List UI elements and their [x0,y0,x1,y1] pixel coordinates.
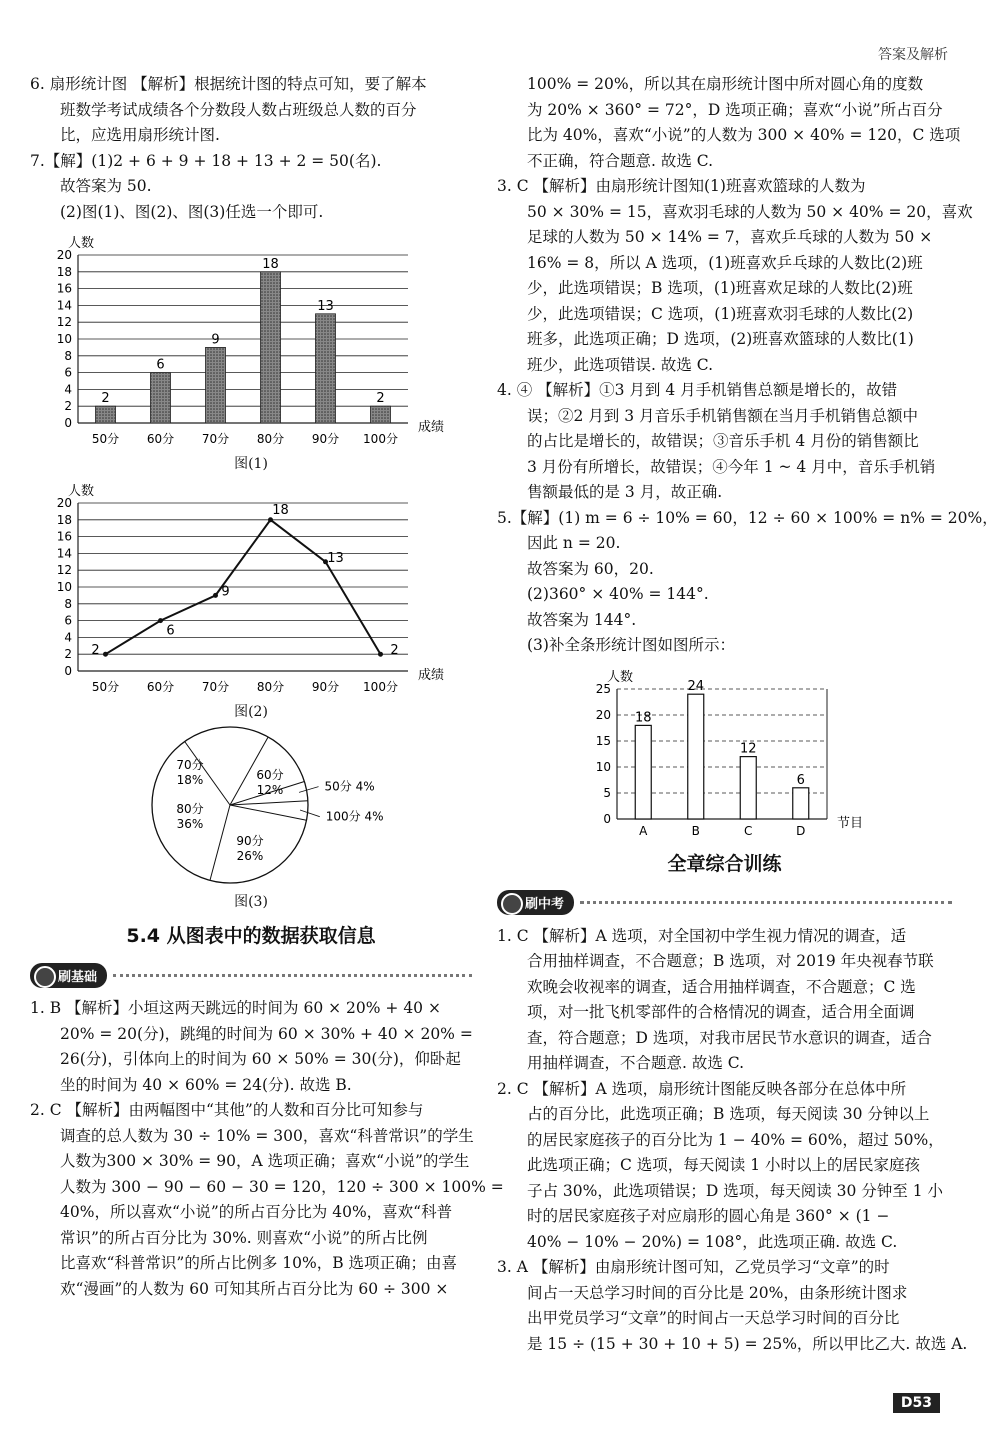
y-tick-label: 0 [64,664,72,678]
bar [96,406,116,423]
slice-label: 80分 [176,802,204,816]
x-tick-label: 90分 [311,432,340,446]
banner-basic [30,958,472,992]
question-7 [30,149,472,226]
data-label: 12 [739,741,757,757]
bar [793,787,809,818]
text-line: 7.【解】(1)2 + 6 + 9 + 18 + 13 + 2 = 50(名). [30,151,382,170]
y-tick-label: 2 [64,399,72,414]
data-label: 2 [390,643,399,659]
text-line: 用抽样调查，不合题意. 故选 C. [527,1054,745,1072]
bar [740,756,756,818]
x-tick-label: A [639,823,648,838]
data-label: 2 [376,391,385,407]
banner-label: 刷中考 [497,890,574,915]
line-chart-fig2 [30,473,472,701]
basic-question-2 [30,1098,504,1302]
text-line: 项，对一批飞机零部件的合格情况的调查，适合用全面调 [527,1003,915,1021]
text-line: 时的居民家庭孩子对应扇形的圆心角是 360° × (1 − [527,1207,890,1225]
text-line: 6. 扇形统计图 【解析】根据统计图的特点可知，要了解本 [30,75,427,93]
data-label: 13 [317,298,334,314]
question-6 [30,72,472,149]
page-header: 答案及解析 [878,47,948,63]
page-number: D53 [893,1393,940,1413]
data-point [213,593,218,598]
x-axis-label: 成绩 [418,420,445,435]
exam-question-2 [497,1077,952,1256]
slice-percent: 26% [236,849,264,863]
bar [688,694,704,819]
y-tick-label: 4 [64,630,72,645]
text-line: 2. C 【解析】由两幅图中“其他”的人数和百分比可知参与 [30,1101,424,1119]
y-tick-label: 14 [56,298,72,313]
exam-question-3 [497,1255,968,1357]
text-line: 调查的总人数为 30 ÷ 10% = 300，喜欢“科普常识”的学生 [60,1126,474,1145]
y-tick-label: 8 [64,348,72,363]
spacer [827,689,851,819]
y-tick-label: 16 [56,281,72,296]
text-line: 因此 n = 20. [527,534,621,552]
text-line: 3 月份有所增长，故错误；④今年 1 ~ 4 月中，音乐手机销 [527,457,936,476]
x-tick-label: C [744,823,753,838]
text-line: 3. A 【解析】由扇形统计图可知，乙党员学习“文章”的时 [497,1258,890,1276]
text-line: 是 15 ÷ (15 + 30 + 10 + 5) = 25%，所以甲比乙大. 故选 A. [527,1334,968,1353]
data-label: 9 [211,332,220,348]
y-tick-label: 0 [64,416,72,430]
text-line: 班少，此选项错误. 故选 C. [527,355,714,374]
y-tick-label: 18 [56,264,72,279]
text-line: 3. C 【解析】由扇形统计图知(1)班喜欢篮球的人数为 [497,177,866,195]
y-tick-label: 12 [56,315,72,330]
data-label: 24 [687,678,705,694]
x-tick-label: 60分 [146,680,175,694]
slice-label: 60分 [256,768,284,782]
y-tick-label: 12 [56,563,72,578]
bar [316,314,336,423]
y-tick-label: 5 [603,785,611,800]
text-line: 欢“漫画”的人数为 60 可知其所占百分比为 60 ÷ 300 × [60,1279,449,1298]
data-label: 6 [156,357,165,373]
y-tick-label: 2 [64,647,72,662]
text-line: 1. C 【解析】A 选项，对全国初中学生视力情况的调查，适 [497,926,907,945]
text-line: (3)补全条形统计图如图所示： [527,636,735,654]
data-label: 2 [91,643,100,659]
text-line: 20% = 20(分)，跳绳的时间为 60 × 30% + 40 × 20% = [60,1024,473,1043]
bar [206,347,226,423]
slice-label: 100分 4% [325,809,384,824]
text-line: 4. ④ 【解析】①3 月到 4 月手机销售总额是增长的，故错 [497,381,898,399]
data-label: 9 [221,584,230,600]
data-point [158,618,163,623]
y-tick-label: 10 [56,332,72,346]
text-line: 比喜欢“科普常识”的所占比例多 10%，B 选项正确；由喜 [60,1254,458,1272]
text-line: 的居民家庭孩子的百分比为 1 − 40% = 60%，超过 50%， [527,1130,944,1149]
text-line: 50 × 30% = 15，喜欢羽毛球的人数为 50 × 40% = 20，喜欢 [527,202,973,221]
y-axis-label: 人数 [68,236,95,251]
text-line: 间占一天总学习时间的百分比是 20%，由条形统计图求 [527,1283,908,1302]
text-line: 故答案为 144°. [527,610,637,629]
slice-percent: 36% [176,817,204,831]
text-line: 占的百分比，此选项正确；B 选项，每天阅读 30 分钟以上 [527,1105,930,1123]
data-label: 18 [272,502,289,518]
y-tick-label: 16 [56,529,72,544]
data-point [268,517,273,522]
slice-label: 50分 4% [324,779,375,794]
y-tick-label: 4 [64,382,72,397]
text-line: 少，此选项错误；C 选项，(1)班喜欢羽毛球的人数比(2) [527,304,914,323]
text-line: 常识”的所占百分比为 30%. 则喜欢“小说”的所占比例 [60,1228,428,1247]
text-line: 欢晚会收视率的调查，适合用抽样调查，不合题意；C 选 [527,977,916,996]
text-line: 1. B 【解析】小垣这两天跳远的时间为 60 × 20% + 40 × [30,999,441,1017]
text-line: 班多，此选项正确；D 选项，(2)班喜欢篮球的人数比(1) [527,330,914,348]
data-label: 18 [262,256,279,272]
dotted-divider [113,974,472,977]
bar [371,406,391,423]
x-tick-label: 80分 [256,432,285,446]
x-tick-label: 50分 [91,680,120,694]
text-line: 此选项正确；C 选项，每天阅读 1 小时以上的居民家庭孩 [527,1156,921,1174]
bar [151,373,171,423]
y-tick-label: 18 [56,512,72,527]
text-line: 2. C 【解析】A 选项，扇形统计图能反映各部分在总体中所 [497,1079,907,1098]
text-line: 误；②2 月到 3 月音乐手机销售额在当月手机销售总额中 [527,406,919,425]
text-line: 查，符合题意；D 选项，对我市居民节水意识的调查，适合 [527,1028,932,1047]
text-line: 故答案为 50. [60,177,152,195]
slice-percent: 18% [176,773,204,787]
slice-percent: 12% [256,783,284,797]
text-line: 比为 40%，喜欢“小说”的人数为 300 × 40% = 120，C 选项 [527,126,961,144]
text-line: 合用抽样调查，不合题意；B 选项，对 2019 年央视春节联 [527,952,934,970]
fig1-caption: 图(1) [234,456,268,472]
x-tick-label: 70分 [201,432,230,446]
text-line: 40% − 10% − 20%) = 108°，此选项正确. 故选 C. [527,1232,898,1251]
text-line: 不正确，符合题意. 故选 C. [527,151,714,170]
y-axis-label: 人数 [68,484,95,499]
banner-exam [497,886,952,920]
slice-label: 70分 [176,758,204,772]
basic-question-5 [497,506,998,659]
section-title: 全章综合训练 [667,852,782,875]
text-line: 足球的人数为 50 × 14% = 7，喜欢乒乓球的人数为 50 × [527,228,933,246]
section-title: 5.4 从图表中的数据获取信息 [126,925,376,947]
text-line: 售额最低的是 3 月，故正确. [527,483,723,501]
text-line: 为 20% × 360° = 72°，D 选项正确；喜欢“小说”所占百分 [527,100,943,119]
dotted-divider [580,901,952,904]
data-label: 6 [166,623,175,639]
data-label: 2 [101,391,110,407]
basic-question-4 [497,378,952,506]
slice-label: 90分 [236,834,264,848]
y-tick-label: 8 [64,596,72,611]
text-line: 5.【解】(1) m = 6 ÷ 10% = 60，12 ÷ 60 × 100% = n% = 20%， [497,508,998,527]
bar-chart-fig1 [30,225,472,453]
x-tick-label: 100分 [363,432,398,446]
x-tick-label: 100分 [363,680,398,694]
y-tick-label: 20 [56,496,72,510]
fig2-caption: 图(2) [234,704,268,720]
x-tick-label: 50分 [91,432,120,446]
y-tick-label: 10 [56,580,72,594]
pie-chart-fig3 [30,721,472,891]
x-axis-label: 节目 [837,815,864,831]
text-line: (2)360° × 40% = 144°. [527,585,709,603]
text-line: 16% = 8，所以 A 选项，(1)班喜欢乒乓球的人数比(2)班 [527,253,923,272]
right-column [497,72,998,1357]
banner-label: 刷基础 [30,963,107,988]
fig3-caption: 图(3) [234,894,268,910]
text-line: 班数学考试成绩各个分数段人数占班级总人数的百分 [60,100,417,119]
y-tick-label: 0 [603,811,611,826]
x-tick-label: D [796,823,806,838]
data-point [378,652,383,657]
left-column [30,72,504,1302]
x-tick-label: 90分 [311,680,340,694]
text-line: 出甲党员学习“文章”的时间占一天总学习时间的百分比 [527,1309,900,1327]
text-line: (2)图(1)、图(2)、图(3)任选一个即可. [60,202,324,221]
basic-question-3 [497,174,973,378]
text-line: 的占比是增长的，故错误；③音乐手机 4 月份的销售额比 [527,432,919,450]
text-line: 比，应选用扇形统计图. [60,126,220,144]
bar [635,725,651,819]
text-line: 人数为 300 − 90 − 60 − 30 = 120，120 ÷ 300 × 100% = [60,1177,504,1196]
text-line: 100% = 20%，所以其在扇形统计图中所对圆心角的度数 [527,75,924,93]
y-tick-label: 15 [595,733,611,748]
text-line: 人数为300 × 30% = 90，A 选项正确；喜欢“小说”的学生 [60,1152,470,1170]
x-axis-label: 成绩 [418,668,445,683]
data-label: 6 [796,772,805,788]
x-tick-label: 80分 [256,680,285,694]
x-tick-label: B [691,823,700,838]
text-line: 坐的时间为 40 × 60% = 24(分). 故选 B. [60,1075,352,1094]
y-tick-label: 14 [56,546,72,561]
basic-question-1 [30,996,472,1098]
text-line: 26(分)，引体向上的时间为 60 × 50% = 30(分)，仰卧起 [60,1050,461,1068]
y-tick-label: 25 [595,681,611,696]
text-line: 子占 30%，此选项错误；D 选项，每天阅读 30 分钟至 1 小 [527,1181,944,1200]
y-tick-label: 6 [64,613,72,628]
text-line: 少，此选项错误；B 选项，(1)班喜欢足球的人数比(2)班 [527,279,913,297]
x-tick-label: 70分 [201,680,230,694]
bar [261,272,281,423]
y-tick-label: 20 [595,707,611,722]
x-tick-label: 60分 [146,432,175,446]
y-tick-label: 20 [56,248,72,262]
basic-question-2-continued [497,72,961,174]
data-point [103,652,108,657]
bar-chart-programs [497,659,952,839]
y-tick-label: 10 [595,759,611,774]
y-axis-label: 人数 [607,669,634,685]
data-label: 18 [634,709,652,725]
exam-question-1 [497,924,952,1077]
text-line: 故答案为 60，20. [527,559,654,578]
y-tick-label: 6 [64,365,72,380]
data-label: 13 [327,550,344,566]
text-line: 40%，所以喜欢“小说”的所占百分比为 40%，喜欢“科普 [60,1203,453,1221]
